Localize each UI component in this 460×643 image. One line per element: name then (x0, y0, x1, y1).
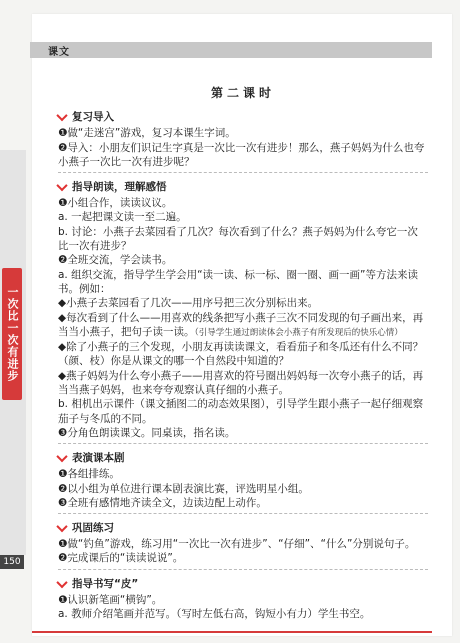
section-title: 复习导入 (72, 111, 114, 124)
section-line: ◆燕子妈妈为什么夸小燕子——用喜欢的符号圈出妈妈每一次夸小燕子的话，再当当燕子妈妈，也来夸夸观察认真仔细的小燕子。 (58, 369, 424, 397)
section-line-text: ◆每次看到了什么——用喜欢的线条把写小燕子三次不同发现的句子画出来，再当当小燕子，把句子读一读。 (58, 311, 424, 338)
section-title: 指导书写“皮” (72, 577, 139, 590)
header-band (30, 42, 432, 58)
section-divider (58, 513, 428, 515)
lesson-content (58, 86, 428, 621)
arrow-icon (56, 451, 67, 462)
arrow-icon (56, 180, 67, 191)
section-line: ❷以小组为单位进行课本剧表演比赛，评选明星小组。 (58, 482, 309, 495)
page-number: 150 (0, 555, 24, 569)
section-line: ❶各组排练。 (58, 468, 120, 481)
section-line: a. 组织交流，指导学生学会用“读一读、标一标、圈一圈、画一画”等方法来读书。例如： (58, 268, 418, 295)
section-line: a. 一起把课文读一至二遍。 (58, 211, 187, 224)
section-line: b. 相机出示课件（课文插图二的动态效果图），引导学生跟小燕子一起仔细观察茄子与冬瓜的不同。 (58, 398, 424, 425)
section-title: 表演课本剧 (72, 452, 125, 465)
section-line: ❶做“钓鱼”游戏，练习用“一次比一次有进步”、“仔细”、“什么”分别说句子。 (58, 538, 416, 551)
section-heading (58, 180, 428, 194)
section-line: ❸全班有感情地齐读全文，边读边配上动作。 (58, 496, 267, 509)
header-label: 课文 (48, 47, 70, 58)
section-line: ❶做“走迷宫”游戏，复习本课生字词。 (58, 127, 236, 140)
arrow-icon (56, 577, 67, 588)
section-heading (58, 577, 428, 591)
arrow-icon (56, 110, 67, 121)
section-line: ◆除了小燕子的三个发现，小朋友再读读课文，看看茄子和冬瓜还有什么不同？（颜、枝）你是从课文的哪一个自然段中知道的？ (58, 341, 424, 368)
section-line: ❶小组合作，读读议议。 (58, 197, 173, 210)
section-heading (58, 451, 428, 465)
section-line: ❷全班交流，学会读书。 (58, 254, 173, 267)
section-title: 巩固练习 (72, 521, 114, 534)
section-line: a. 教师介绍笔画并范写。（写时左低右高，钩短小有力）学生书空。 (58, 608, 371, 621)
section-divider (58, 172, 428, 174)
section-divider (58, 569, 428, 571)
section-line: ❷完成课后的“读读说说”。 (58, 552, 184, 565)
section-line: ❶认识新笔画“横钩”。 (58, 593, 163, 606)
section-divider (58, 443, 428, 445)
section-line: ◆小燕子去菜园看了几次——用序号把三次分别标出来。 (58, 297, 319, 310)
section-heading (58, 521, 428, 535)
side-chapter-title: 一次比一次有进步 (6, 286, 19, 382)
side-chapter-tab (2, 268, 22, 400)
section-line: b. 讨论：小燕子去菜园看了几次？每次看到了什么？燕子妈妈为什么夸它一次比一次有进步？ (58, 225, 418, 253)
section-review (58, 110, 428, 174)
section-line: ❸分角色朗读课文。同桌读，指名读。 (58, 426, 236, 439)
section-title: 指导朗读，理解感悟 (72, 181, 167, 194)
section-writing (58, 577, 428, 622)
section-line: ❷导入：小朋友们识记生字真是一次比一次有进步！那么，燕子妈妈为什么也夸小燕子一次比一次有进步呢？ (58, 141, 425, 168)
section-practice (58, 521, 428, 571)
section-line (58, 311, 428, 341)
section-reading (58, 180, 428, 445)
bottom-rule (32, 631, 432, 633)
lesson-title: 第二课时 (210, 86, 275, 100)
arrow-icon (56, 521, 67, 532)
section-note: （引导学生通过朗读体会小燕子有所发现后的快乐心情） (194, 327, 403, 338)
section-heading (58, 110, 428, 124)
section-drama (58, 451, 428, 515)
